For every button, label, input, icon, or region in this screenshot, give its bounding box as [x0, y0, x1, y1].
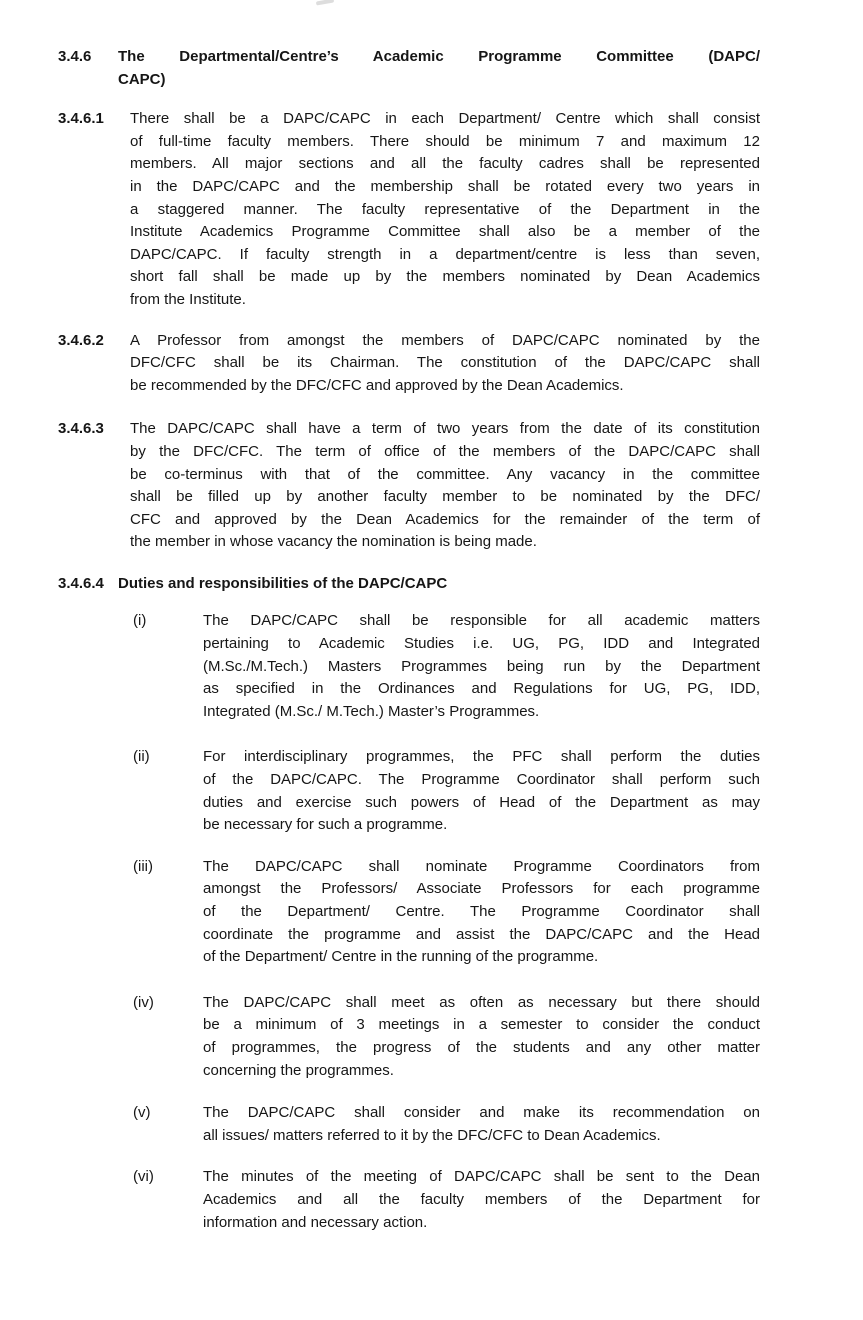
text-line: of the DAPC/CAPC. The Programme Coordinator shall perform such: [203, 771, 760, 789]
section-number: 3.4.6.1: [58, 110, 104, 128]
text-line: The DAPC/CAPC shall meet as often as necessary but there should: [203, 993, 760, 1011]
text-line: amongst the Professors/ Associate Professors for each programme: [203, 880, 760, 898]
list-item-text: [203, 992, 760, 1082]
text-line: all issues/ matters referred to it by the DFC/CFC to Dean Academics.: [203, 1126, 661, 1144]
text-line: pertaining to Academic Studies i.e. UG, PG, IDD and Integrated: [203, 635, 760, 653]
paragraph-3-4-6-3: [58, 418, 863, 554]
section-title: [118, 46, 760, 91]
text-line: A Professor from amongst the members of DAPC/CAPC nominated by the: [130, 331, 760, 349]
text-line: shall be filled up by another faculty member to be nominated by the DFC/: [130, 488, 760, 506]
section-heading-3-4-6: [58, 46, 863, 91]
text-line: of programmes, the progress of the students and any other matter: [203, 1038, 760, 1056]
text-line: The DAPC/CAPC shall nominate Programme Coordinators from: [203, 857, 760, 875]
text-line: of the Department/ Centre. The Programme Coordinator shall: [203, 903, 760, 920]
text-line: CFC and approved by the Dean Academics for the remainder of the term of: [130, 510, 760, 528]
text-line: as specified in the Ordinances and Regulations for UG, PG, IDD,: [203, 680, 760, 698]
section-number: 3.4.6: [58, 48, 92, 65]
list-item: [133, 992, 863, 1082]
text-line: of full-time faculty members. There should be minimum 7 and maximum 12: [130, 132, 760, 150]
text-line: from the Institute.: [130, 290, 246, 308]
list-marker: (vi): [133, 1168, 154, 1186]
subheading-3-4-6-4: [58, 573, 863, 596]
list-item-text: [203, 610, 760, 723]
text-line: Academics and all the faculty members of the Department for: [203, 1190, 760, 1208]
list-item: [133, 1102, 863, 1147]
paragraph-text: [130, 108, 760, 311]
text-line: The Departmental/Centre’s Academic Programme Committee (DAPC/: [118, 48, 760, 65]
paragraph-text: [130, 418, 760, 554]
list-item-text: [203, 1166, 760, 1234]
subheading-title: [118, 573, 760, 596]
text-line: Duties and responsibilities of the DAPC/CAPC: [118, 574, 448, 592]
section-number: 3.4.6.3: [58, 420, 104, 438]
text-line: be recommended by the DFC/CFC and approved by the Dean Academics.: [130, 376, 624, 394]
text-line: concerning the programmes.: [203, 1061, 394, 1079]
text-line: in the DAPC/CAPC and the membership shall be rotated every two years in: [130, 177, 760, 195]
list-item-text: [203, 746, 760, 836]
list-item: [133, 746, 863, 836]
text-line: (M.Sc./M.Tech.) Masters Programmes being run by the Department: [203, 657, 760, 675]
text-line: by the DFC/CFC. The term of office of the members of the DAPC/CAPC shall: [130, 442, 760, 460]
text-line: Integrated (M.Sc./ M.Tech.) Master’s Programmes.: [203, 702, 540, 720]
section-number: 3.4.6.4: [58, 574, 104, 592]
text-line: coordinate the programme and assist the DAPC/CAPC and the Head: [203, 925, 760, 943]
text-line: be necessary for such a programme.: [203, 816, 448, 834]
text-line: DAPC/CAPC. If faculty strength in a department/centre is less than seven,: [130, 245, 760, 263]
list-marker: (iii): [133, 857, 153, 875]
scan-artifact: [316, 0, 334, 6]
text-line: CAPC): [118, 70, 166, 88]
text-line: be a minimum of 3 meetings in a semester to consider the conduct: [203, 1016, 760, 1034]
list-marker: (ii): [133, 748, 150, 766]
list-item: [133, 856, 863, 969]
text-line: the member in whose vacancy the nomination is being made.: [130, 533, 537, 551]
text-line: information and necessary action.: [203, 1213, 428, 1231]
section-number: 3.4.6.2: [58, 331, 104, 349]
list-item-text: [203, 856, 760, 969]
text-line: The DAPC/CAPC shall be responsible for all academic matters: [203, 612, 760, 630]
paragraph-3-4-6-2: [58, 330, 863, 398]
list-item: [133, 1166, 863, 1234]
list-marker: (i): [133, 612, 147, 630]
text-line: duties and exercise such powers of Head of the Department as may: [203, 793, 760, 811]
duties-list: [58, 610, 863, 1234]
list-item-text: [203, 1102, 760, 1147]
text-line: The DAPC/CAPC shall consider and make its recommendation on: [203, 1104, 760, 1122]
text-line: short fall shall be made up by the members nominated by Dean Academics: [130, 268, 760, 286]
list-marker: (iv): [133, 993, 154, 1011]
text-line: a staggered manner. The faculty representative of the Department in the: [130, 200, 760, 218]
text-line: of the Department/ Centre in the running of the programme.: [203, 948, 599, 966]
text-line: DFC/CFC shall be its Chairman. The constitution of the DAPC/CAPC shall: [130, 354, 760, 372]
paragraph-text: [130, 330, 760, 398]
text-line: Institute Academics Programme Committee shall also be a member of the: [130, 223, 760, 241]
paragraph-3-4-6-1: [58, 108, 863, 311]
list-item: [133, 610, 863, 723]
text-line: members. All major sections and all the faculty cadres shall be represented: [130, 155, 760, 173]
list-marker: (v): [133, 1104, 151, 1122]
text-line: For interdisciplinary programmes, the PFC shall perform the duties: [203, 748, 760, 766]
text-line: The minutes of the meeting of DAPC/CAPC shall be sent to the Dean: [203, 1168, 760, 1186]
text-line: The DAPC/CAPC shall have a term of two years from the date of its constitution: [130, 420, 760, 438]
text-line: There shall be a DAPC/CAPC in each Department/ Centre which shall consist: [130, 110, 760, 128]
text-line: be co-terminus with that of the committee. Any vacancy in the committee: [130, 465, 760, 483]
